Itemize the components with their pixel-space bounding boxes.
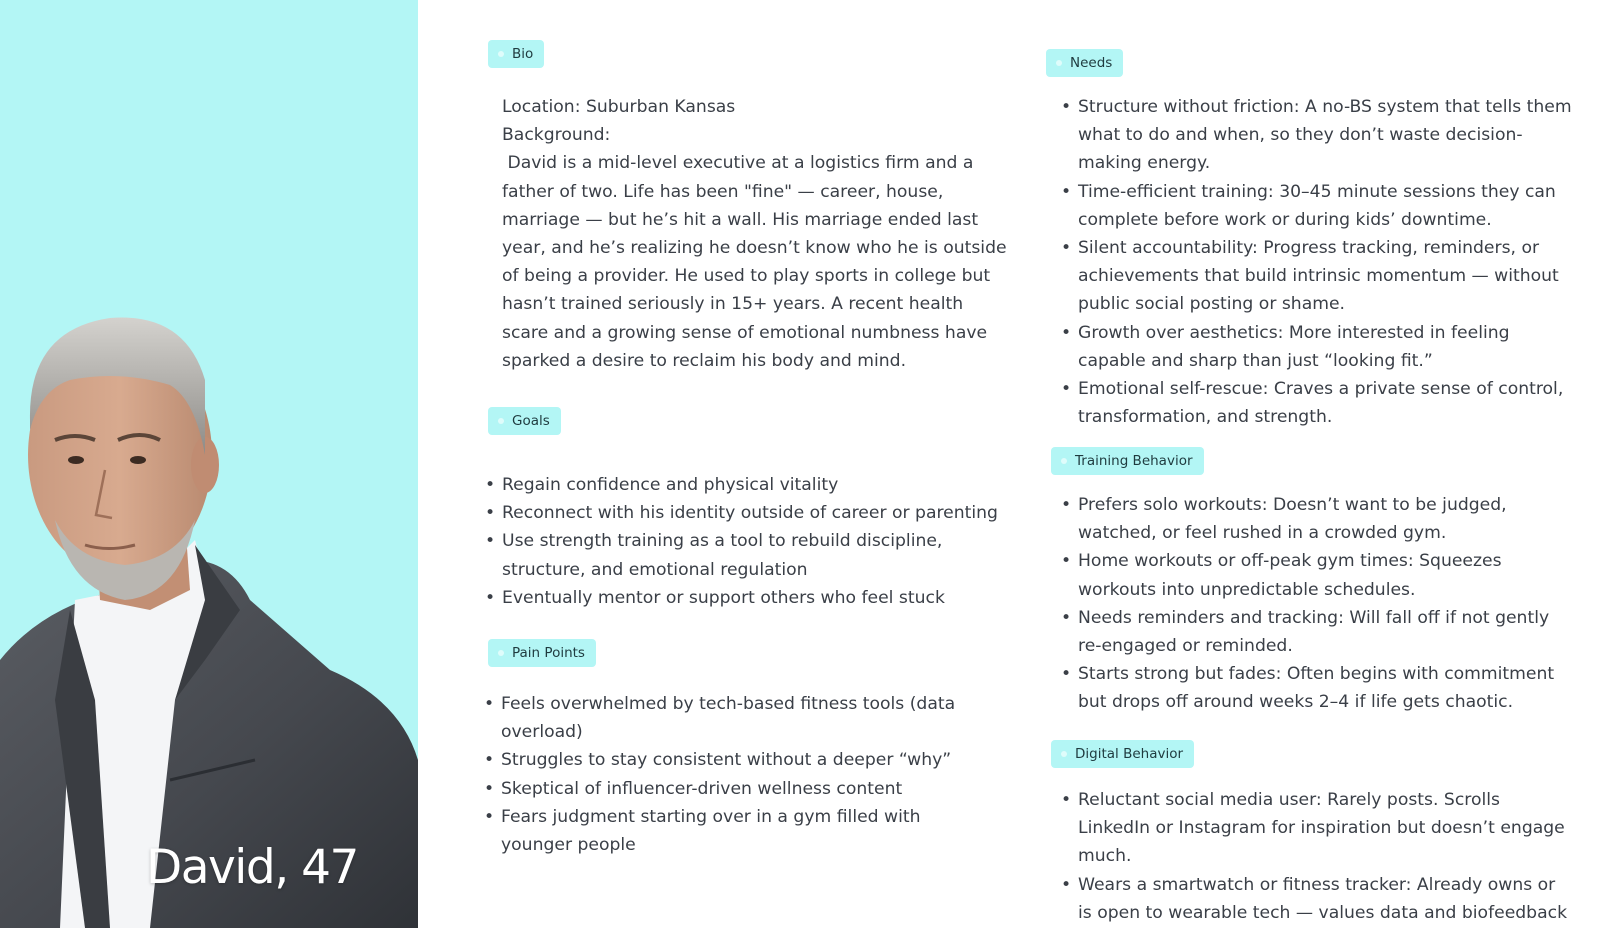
tag-dot-icon	[1061, 751, 1067, 757]
list-item: • Use strength training as a tool to rebuild discipline, structure, and emotional regulation	[485, 527, 1017, 583]
bio-background-label: Background:	[502, 125, 611, 146]
training-behavior-list	[1061, 491, 1573, 717]
list-item: • Eventually mentor or support others who feel stuck	[485, 584, 1017, 612]
digital-behavior-list	[1061, 786, 1573, 927]
list-item: • Structure without friction: A no-BS system that tells them what to do and when, so they don’t waste decision-making energy.	[1061, 93, 1573, 178]
list-item: • Skeptical of influencer-driven wellness content	[484, 775, 962, 803]
persona-portrait	[0, 0, 418, 928]
tag-dot-icon	[498, 650, 504, 656]
tag-bio	[488, 40, 544, 68]
list-item: • Needs reminders and tracking: Will fall off if not gently re-engaged or reminded.	[1061, 604, 1573, 660]
goals-list	[485, 471, 1017, 612]
list-item: • Home workouts or off-peak gym times: Squeezes workouts into unpredictable schedules.	[1061, 547, 1573, 603]
needs-list	[1061, 93, 1573, 431]
list-item: • Feels overwhelmed by tech-based fitness tools (data overload)	[484, 690, 962, 746]
tag-label: Bio	[512, 46, 534, 62]
list-item: • Regain confidence and physical vitality	[485, 471, 1017, 499]
list-item: • Prefers solo workouts: Doesn’t want to be judged, watched, or feel rushed in a crowded gym.	[1061, 491, 1573, 547]
list-item: • Time-efficient training: 30–45 minute sessions they can complete before work or during kids’ downtime.	[1061, 178, 1573, 234]
tag-digital-behavior	[1051, 740, 1194, 768]
list-item: • Wears a smartwatch or fitness tracker: Already owns or is open to wearable tech — values data and biofeedback	[1061, 871, 1573, 927]
list-item: • Emotional self-rescue: Craves a private sense of control, transformation, and strength.	[1061, 375, 1573, 431]
tag-training-behavior	[1051, 447, 1204, 475]
list-item: • Reconnect with his identity outside of career or parenting	[485, 499, 1017, 527]
list-item: • Starts strong but fades: Often begins with commitment but drops off around weeks 2–4 if life gets chaotic.	[1061, 660, 1573, 716]
tag-label: Needs	[1070, 55, 1113, 71]
tag-needs	[1046, 49, 1123, 77]
bio-background-text: David is a mid-level executive at a logistics firm and a father of two. Life has been "fine" — career, house, marriage — but he’s hit a wall. His marriage ended last year, and he’s realizing he doesn’t know who he is outside of being a provider. He used to play sports in college but hasn’t trained seriously in 15+ years. A recent health scare and a growing sense of emotional numbness have sparked a desire to reclaim his body and mind.	[502, 153, 1013, 371]
tag-dot-icon	[1061, 458, 1067, 464]
tag-label: Training Behavior	[1075, 453, 1193, 469]
tag-dot-icon	[498, 51, 504, 57]
tag-label: Goals	[512, 413, 550, 429]
pain-points-list	[484, 690, 962, 859]
list-item: • Silent accountability: Progress tracking, reminders, or achievements that build intrinsic momentum — without public social posting or shame.	[1061, 234, 1573, 319]
list-item: • Fears judgment starting over in a gym filled with younger people	[484, 803, 962, 859]
bio-section	[502, 93, 1014, 375]
persona-name: David, 47	[146, 840, 358, 895]
tag-pain-points	[488, 639, 596, 667]
list-item: • Reluctant social media user: Rarely posts. Scrolls LinkedIn or Instagram for inspiration but doesn’t engage much.	[1061, 786, 1573, 871]
bio-location: Location: Suburban Kansas	[502, 97, 736, 117]
list-item: • Struggles to stay consistent without a deeper “why”	[484, 746, 962, 774]
list-item: • Growth over aesthetics: More interested in feeling capable and sharp than just “looking fit.”	[1061, 319, 1573, 375]
tag-label: Digital Behavior	[1075, 746, 1184, 762]
tag-goals	[488, 407, 561, 435]
persona-photo-panel	[0, 0, 418, 928]
tag-dot-icon	[498, 418, 504, 424]
tag-dot-icon	[1056, 60, 1062, 66]
tag-label: Pain Points	[512, 645, 585, 661]
